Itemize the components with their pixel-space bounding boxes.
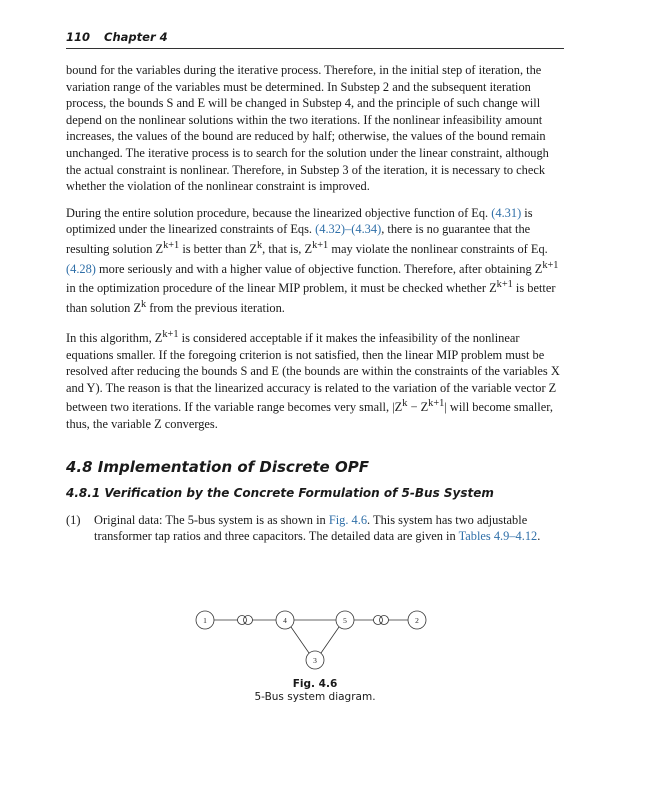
running-head xyxy=(66,30,564,49)
section-heading: 4.8 Implementation of Discrete OPF xyxy=(66,457,369,476)
bus-label-4: 4 xyxy=(283,616,287,625)
table-link-4-9-4-12[interactable]: Tables 4.9–4.12 xyxy=(458,529,538,544)
figure xyxy=(66,600,564,703)
transformer-1-right-coil xyxy=(244,616,253,625)
body-text xyxy=(66,62,564,545)
chapter-title: Chapter 4 xyxy=(104,30,168,44)
bus-label-5: 5 xyxy=(343,616,347,625)
figure-label: Fig. 4.6 xyxy=(292,678,338,690)
equation-link-4-32-4-34[interactable]: (4.32)–(4.34) xyxy=(315,222,382,237)
transformer-2-right-coil xyxy=(380,616,389,625)
paragraph-2: During the entire solution procedure, because the linearized objective function of Eq. (4.31) is optimized under the linearized constraints of Eqs. (4.32)–(4.34), there is no guarantee that the resulting solution $Z^{k+1}$ is better than $Z^k$, that is, $Z^{k+1}$ may violate the nonlinear constraints of Eq. (4.28) more seriously and with a higher value of objective function. Therefore, after obtaining $Z^{k+1}$ in the optimization procedure of the linear MIP problem, it must be checked whether $Z^{k+1}$ is better than solution $Z^k$ from the previous iteration. xyxy=(66,205,559,316)
equation-link-4-28[interactable]: (4.28) xyxy=(66,261,96,276)
line-4-to-3 xyxy=(291,627,309,653)
equation-link-4-31[interactable]: (4.31) xyxy=(491,205,522,220)
line-5-to-3 xyxy=(321,627,339,653)
figure-link-4-6[interactable]: Fig. 4.6 xyxy=(328,512,368,527)
figure-caption: 5-Bus system diagram. xyxy=(254,691,376,703)
bus-label-2: 2 xyxy=(415,616,419,625)
paragraph-3: In this algorithm, $Z^{k+1}$ is considered acceptable if it makes the infeasibility of the nonlinear equations smaller. If the foregoing criterion is not satisfied, then the linear MIP problem must be resolved after reducing the bounds S and E (the bounds are within the constraints of the variables X and Y). The reason is that the linearized accuracy is related to the variation of the variable vector Z between two iterations. If the variable range becomes very small, $|Z^k - Z^{k+1}|$ will become smaller, thus, the variable Z converges. xyxy=(66,328,560,432)
list-item-text: Original data: The 5-bus system is as shown in Fig. 4.6. This system has two adjustable transformer tap ratios and three capacitors. The detailed data are given in Tables 4.9–4.12. xyxy=(94,512,541,544)
list-item xyxy=(66,512,564,545)
page-number: 110 xyxy=(66,30,91,44)
paragraph-1: bound for the variables during the iterative process. Therefore, in the initial step of iteration, the variation range of the variables must be determined. In Substep 2 and the subsequent iteration process, the bounds S and E will be changed in Substep 4, and the principle of such change will depend on the nonlinear solutions within the two iterations. If the nonlinear infeasibility amount increases, the values of the bound are reduced by half; otherwise, the values of the bound remain unchanged. The iterative process is to search for the solution under the linear constraint, although the actual constraint is nonlinear. Therefore, in Substep 3 of the iteration, it is necessary to check whether the violation of the nonlinear constraint is improved. xyxy=(66,63,549,194)
list-marker: (1) xyxy=(66,512,81,527)
bus-system-diagram xyxy=(195,600,435,672)
bus-label-3: 3 xyxy=(313,656,317,665)
subsection-heading: 4.8.1 Verification by the Concrete Formulation of 5-Bus System xyxy=(66,485,494,500)
bus-label-1: 1 xyxy=(203,616,207,625)
